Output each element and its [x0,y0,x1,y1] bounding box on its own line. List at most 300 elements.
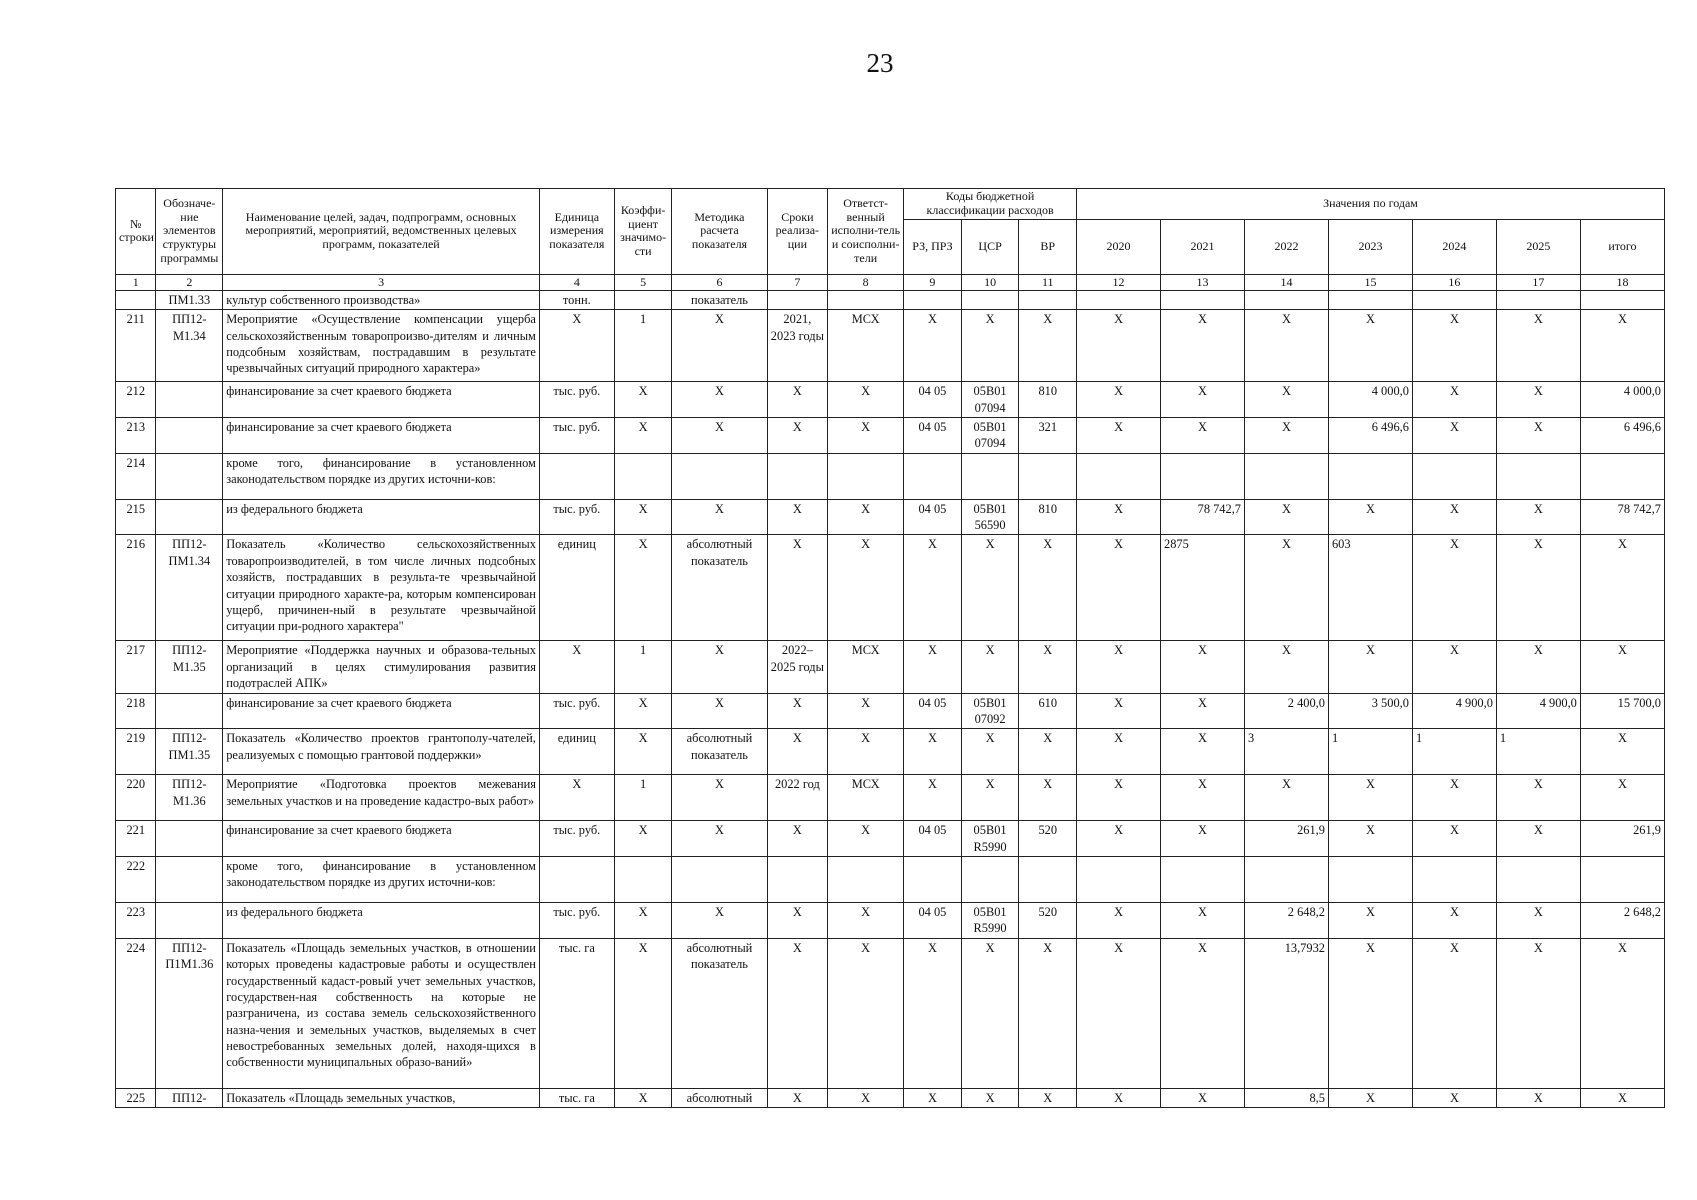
coefficient-cell [614,453,672,499]
year-value-cell: Х [1161,903,1245,939]
year-value-cell: Х [1412,382,1496,418]
executor-cell [828,857,904,903]
page-number: 23 [866,48,894,78]
unit-cell: единиц [539,729,614,775]
year-value-cell: Х [1328,1088,1412,1107]
vr-cell: Х [1019,729,1077,775]
method-cell: Х [672,693,767,729]
total-value-cell [1580,857,1664,903]
year-value-cell: Х [1412,775,1496,821]
name-cell: из федерального бюджета [223,903,540,939]
vr-cell: 610 [1019,693,1077,729]
year-value-cell: Х [1496,499,1580,535]
header-terms: Сроки реализа-ции [767,189,828,275]
terms-cell: Х [767,535,828,641]
unit-cell [539,453,614,499]
designation-cell [156,903,223,939]
name-cell: Показатель «Количество сельскохозяйственных товаропроизводителей, в том числе личных подсобных хозяйств, пострадавших в результа-те чрезвычайной ситуации природного характе-ра, которым компенсирован ущерб, причинен-ный в результате чрезвычайной ситуации при-родного характера" [223,535,540,641]
method-cell [672,453,767,499]
csr-cell [961,857,1019,903]
vr-cell: Х [1019,1088,1077,1107]
csr-cell: 05В01 07094 [961,382,1019,418]
year-value-cell: Х [1496,903,1580,939]
unit-cell: тыс. руб. [539,417,614,453]
coefficient-cell: 1 [614,310,672,382]
rz-cell: 04 05 [904,821,962,857]
header-executor: Ответст-венный исполни-тель и соисполни-тели [828,189,904,275]
year-value-cell: Х [1412,903,1496,939]
designation-cell: ПП12-ПМ1.34 [156,535,223,641]
total-value-cell: 78 742,7 [1580,499,1664,535]
coefficient-cell: Х [614,821,672,857]
year-value-cell: Х [1245,775,1329,821]
executor-cell [828,453,904,499]
header-unit: Единица измерения показателя [539,189,614,275]
row-number-cell: 217 [116,641,156,693]
name-cell: Показатель «Количество проектов грантополу-чателей, реализуемых с помощью грантовой поддержки» [223,729,540,775]
header-total: итого [1580,219,1664,274]
table-row [116,290,1665,309]
designation-cell [156,857,223,903]
csr-cell: Х [961,641,1019,693]
column-number: 15 [1328,274,1412,290]
year-value-cell: Х [1077,499,1161,535]
year-value-cell [1077,290,1161,309]
header-year-2025: 2025 [1496,219,1580,274]
total-value-cell: 6 496,6 [1580,417,1664,453]
year-value-cell [1245,453,1329,499]
year-value-cell [1328,453,1412,499]
unit-cell: тонн. [539,290,614,309]
column-number: 11 [1019,274,1077,290]
table-row [116,382,1665,418]
table-row [116,1088,1665,1107]
year-value-cell: Х [1077,693,1161,729]
year-value-cell [1161,453,1245,499]
column-number-row [116,274,1665,290]
year-value-cell: Х [1412,938,1496,1088]
total-value-cell: Х [1580,1088,1664,1107]
name-cell: Показатель «Площадь земельных участков, [223,1088,540,1107]
designation-cell [156,499,223,535]
program-table [115,188,1665,1108]
header-year-2020: 2020 [1077,219,1161,274]
year-value-cell: Х [1496,775,1580,821]
total-value-cell: Х [1580,938,1664,1088]
year-value-cell [1412,453,1496,499]
designation-cell: ПП12- [156,1088,223,1107]
csr-cell: Х [961,775,1019,821]
table-row [116,641,1665,693]
method-cell: Х [672,821,767,857]
total-value-cell: 15 700,0 [1580,693,1664,729]
year-value-cell: Х [1245,382,1329,418]
designation-cell: ПМ1.33 [156,290,223,309]
executor-cell: Х [828,417,904,453]
year-value-cell: 1 [1328,729,1412,775]
total-value-cell: Х [1580,310,1664,382]
method-cell: Х [672,310,767,382]
header-coefficient: Коэффи-циент значимо-сти [614,189,672,275]
year-value-cell: Х [1161,729,1245,775]
method-cell: абсолютный [672,1088,767,1107]
column-number: 7 [767,274,828,290]
year-value-cell: Х [1161,417,1245,453]
terms-cell: 2021, 2023 годы [767,310,828,382]
column-number: 2 [156,274,223,290]
year-value-cell: Х [1077,535,1161,641]
table-row [116,821,1665,857]
csr-cell: Х [961,1088,1019,1107]
unit-cell: Х [539,641,614,693]
unit-cell [539,857,614,903]
executor-cell: Х [828,938,904,1088]
year-value-cell: Х [1496,641,1580,693]
year-value-cell: Х [1412,641,1496,693]
csr-cell: 05В01 R5990 [961,821,1019,857]
year-value-cell: Х [1077,821,1161,857]
year-value-cell: 6 496,6 [1328,417,1412,453]
unit-cell: Х [539,775,614,821]
coefficient-cell [614,290,672,309]
total-value-cell: Х [1580,729,1664,775]
total-value-cell: Х [1580,641,1664,693]
unit-cell: тыс. руб. [539,693,614,729]
table-row [116,417,1665,453]
header-method: Методика расчета показателя [672,189,767,275]
year-value-cell: Х [1245,310,1329,382]
vr-cell: 810 [1019,499,1077,535]
executor-cell: Х [828,821,904,857]
table-row [116,693,1665,729]
total-value-cell: 261,9 [1580,821,1664,857]
executor-cell: Х [828,382,904,418]
total-value-cell: Х [1580,535,1664,641]
year-value-cell: Х [1161,641,1245,693]
vr-cell [1019,290,1077,309]
year-value-cell [1496,857,1580,903]
year-value-cell: Х [1161,1088,1245,1107]
name-cell: культур собственного производства» [223,290,540,309]
table-row [116,453,1665,499]
terms-cell: Х [767,499,828,535]
unit-cell: тыс. руб. [539,499,614,535]
coefficient-cell: Х [614,417,672,453]
year-value-cell: 4 900,0 [1412,693,1496,729]
year-value-cell [1161,290,1245,309]
coefficient-cell: Х [614,499,672,535]
designation-cell [156,821,223,857]
table-row [116,535,1665,641]
rz-cell: Х [904,641,962,693]
row-number-cell: 211 [116,310,156,382]
designation-cell [156,417,223,453]
terms-cell: 2022–2025 годы [767,641,828,693]
year-value-cell: Х [1328,821,1412,857]
column-number: 17 [1496,274,1580,290]
name-cell: кроме того, финансирование в установленном законодательством порядке из других источни-ков: [223,857,540,903]
vr-cell: 810 [1019,382,1077,418]
year-value-cell: Х [1412,1088,1496,1107]
method-cell: Х [672,499,767,535]
terms-cell [767,857,828,903]
executor-cell: Х [828,903,904,939]
coefficient-cell: Х [614,382,672,418]
total-value-cell [1580,290,1664,309]
header-year-2021: 2021 [1161,219,1245,274]
year-value-cell: 3 500,0 [1328,693,1412,729]
header-row-no: № строки [116,189,156,275]
year-value-cell [1328,290,1412,309]
terms-cell: Х [767,729,828,775]
year-value-cell: Х [1328,938,1412,1088]
designation-cell: ПП12-М1.36 [156,775,223,821]
name-cell: финансирование за счет краевого бюджета [223,693,540,729]
vr-cell [1019,453,1077,499]
rz-cell: Х [904,1088,962,1107]
unit-cell: тыс. руб. [539,903,614,939]
csr-cell [961,453,1019,499]
year-value-cell: Х [1496,535,1580,641]
year-value-cell: Х [1496,417,1580,453]
year-value-cell: Х [1328,499,1412,535]
unit-cell: единиц [539,535,614,641]
year-value-cell: Х [1077,938,1161,1088]
terms-cell [767,290,828,309]
method-cell: Х [672,382,767,418]
year-value-cell: Х [1161,821,1245,857]
year-value-cell: Х [1328,310,1412,382]
csr-cell: Х [961,938,1019,1088]
csr-cell: Х [961,535,1019,641]
rz-cell: 04 05 [904,499,962,535]
year-value-cell: Х [1412,821,1496,857]
year-value-cell: Х [1245,535,1329,641]
terms-cell: Х [767,1088,828,1107]
rz-cell [904,857,962,903]
year-value-cell: Х [1077,1088,1161,1107]
year-value-cell: 8,5 [1245,1088,1329,1107]
year-value-cell: 4 900,0 [1496,693,1580,729]
vr-cell: Х [1019,775,1077,821]
terms-cell: Х [767,903,828,939]
rz-cell: Х [904,535,962,641]
header-values-by-year: Значения по годам [1077,189,1665,220]
year-value-cell: Х [1077,417,1161,453]
year-value-cell: Х [1077,382,1161,418]
unit-cell: тыс. га [539,938,614,1088]
rz-cell: Х [904,729,962,775]
csr-cell: Х [961,729,1019,775]
row-number-cell: 219 [116,729,156,775]
unit-cell: тыс. га [539,1088,614,1107]
vr-cell: Х [1019,535,1077,641]
unit-cell: тыс. руб. [539,821,614,857]
year-value-cell: Х [1496,382,1580,418]
name-cell: кроме того, финансирование в установленном законодательством порядке из других источни-ков: [223,453,540,499]
column-number: 1 [116,274,156,290]
name-cell: финансирование за счет краевого бюджета [223,417,540,453]
year-value-cell: Х [1161,938,1245,1088]
year-value-cell: Х [1245,499,1329,535]
column-number: 10 [961,274,1019,290]
column-number: 8 [828,274,904,290]
year-value-cell [1496,453,1580,499]
row-number-cell: 222 [116,857,156,903]
year-value-cell: Х [1077,729,1161,775]
coefficient-cell: Х [614,938,672,1088]
rz-cell: Х [904,938,962,1088]
total-value-cell: 4 000,0 [1580,382,1664,418]
terms-cell: Х [767,417,828,453]
executor-cell: Х [828,693,904,729]
method-cell: абсолютный показатель [672,938,767,1088]
column-number: 6 [672,274,767,290]
vr-cell: Х [1019,938,1077,1088]
year-value-cell: Х [1496,310,1580,382]
year-value-cell: Х [1161,382,1245,418]
unit-cell: Х [539,310,614,382]
column-number: 9 [904,274,962,290]
rz-cell: 04 05 [904,903,962,939]
year-value-cell: 261,9 [1245,821,1329,857]
row-number-cell: 224 [116,938,156,1088]
year-value-cell: Х [1328,903,1412,939]
csr-cell: 05В01 R5990 [961,903,1019,939]
table-row [116,938,1665,1088]
coefficient-cell [614,857,672,903]
coefficient-cell: 1 [614,641,672,693]
row-number-cell: 218 [116,693,156,729]
year-value-cell: 3 [1245,729,1329,775]
column-number: 4 [539,274,614,290]
terms-cell: Х [767,938,828,1088]
year-value-cell: Х [1496,938,1580,1088]
executor-cell: Х [828,499,904,535]
year-value-cell: Х [1161,775,1245,821]
row-number-cell: 221 [116,821,156,857]
row-number-cell: 225 [116,1088,156,1107]
header-budget-codes: Коды бюджетной классификации расходов [904,189,1077,220]
header-name: Наименование целей, задач, подпрограмм, основных мероприятий, мероприятий, ведомственных целевых программ, показателей [223,189,540,275]
name-cell: финансирование за счет краевого бюджета [223,382,540,418]
name-cell: Мероприятие «Осуществление компенсации ущерба сельскохозяйственным товаропроизво-дителям и личным подсобным хозяйствам, пострадавшим в результате чрезвычайных ситуаций природного характера» [223,310,540,382]
vr-cell: 520 [1019,821,1077,857]
unit-cell: тыс. руб. [539,382,614,418]
year-value-cell: Х [1412,499,1496,535]
header-designation: Обозначе-ние элементов структуры программы [156,189,223,275]
year-value-cell: Х [1161,310,1245,382]
year-value-cell: 2 648,2 [1245,903,1329,939]
csr-cell: 05В01 07092 [961,693,1019,729]
name-cell: Мероприятие «Подготовка проектов межевания земельных участков и на проведение кадастро-вых работ» [223,775,540,821]
method-cell: Х [672,903,767,939]
method-cell [672,857,767,903]
year-value-cell: 13,7932 [1245,938,1329,1088]
designation-cell: ПП12-П1М1.36 [156,938,223,1088]
row-number-cell: 220 [116,775,156,821]
executor-cell: Х [828,1088,904,1107]
year-value-cell: Х [1245,417,1329,453]
designation-cell: ПП12-М1.34 [156,310,223,382]
designation-cell [156,382,223,418]
year-value-cell [1161,857,1245,903]
designation-cell: ПП12-М1.35 [156,641,223,693]
column-number: 12 [1077,274,1161,290]
method-cell: Х [672,775,767,821]
total-value-cell: 2 648,2 [1580,903,1664,939]
header-year-2024: 2024 [1412,219,1496,274]
column-number: 18 [1580,274,1664,290]
coefficient-cell: Х [614,729,672,775]
rz-cell [904,290,962,309]
method-cell: Х [672,641,767,693]
name-cell: финансирование за счет краевого бюджета [223,821,540,857]
year-value-cell: Х [1328,775,1412,821]
year-value-cell: Х [1496,821,1580,857]
header-year-2022: 2022 [1245,219,1329,274]
year-value-cell: Х [1412,310,1496,382]
total-value-cell [1580,453,1664,499]
row-number-cell: 223 [116,903,156,939]
table-row [116,729,1665,775]
year-value-cell: Х [1077,310,1161,382]
designation-cell [156,693,223,729]
terms-cell: 2022 год [767,775,828,821]
name-cell: Мероприятие «Поддержка научных и образова-тельных организаций в целях стимулирования развития подотраслей АПК» [223,641,540,693]
year-value-cell [1245,857,1329,903]
vr-cell: Х [1019,641,1077,693]
year-value-cell: Х [1412,417,1496,453]
column-number: 13 [1161,274,1245,290]
year-value-cell: Х [1077,641,1161,693]
year-value-cell: 78 742,7 [1161,499,1245,535]
terms-cell: Х [767,693,828,729]
vr-cell: 321 [1019,417,1077,453]
header-year-2023: 2023 [1328,219,1412,274]
method-cell: Х [672,417,767,453]
rz-cell: Х [904,310,962,382]
method-cell: абсолютный показатель [672,729,767,775]
terms-cell [767,453,828,499]
csr-cell [961,290,1019,309]
table-row [116,857,1665,903]
coefficient-cell: Х [614,693,672,729]
executor-cell [828,290,904,309]
year-value-cell [1496,290,1580,309]
rz-cell: 04 05 [904,693,962,729]
year-value-cell: Х [1328,641,1412,693]
table-row [116,499,1665,535]
vr-cell: Х [1019,310,1077,382]
table-row [116,310,1665,382]
year-value-cell: Х [1077,775,1161,821]
method-cell: абсолютный показатель [672,535,767,641]
row-number-cell: 212 [116,382,156,418]
year-value-cell: 1 [1496,729,1580,775]
name-cell: Показатель «Площадь земельных участков, в отношении которых проведены кадастровые работы и осуществлен государственный кадаст-ровый учет земельных участков, государствен-ная собственность на которые не разграничена, из состава земель сельскохозяйственного назна-чения и земельных участков, выделяемых в счет невостребованных земельных долей, находя-щихся в собственности муниципальных образо-ваний» [223,938,540,1088]
year-value-cell: Х [1077,903,1161,939]
header-vr: ВР [1019,219,1077,274]
csr-cell: 05В01 07094 [961,417,1019,453]
year-value-cell [1328,857,1412,903]
column-number: 14 [1245,274,1329,290]
row-number-cell: 213 [116,417,156,453]
table-row [116,775,1665,821]
rz-cell: 04 05 [904,417,962,453]
year-value-cell [1412,290,1496,309]
row-number-cell: 216 [116,535,156,641]
